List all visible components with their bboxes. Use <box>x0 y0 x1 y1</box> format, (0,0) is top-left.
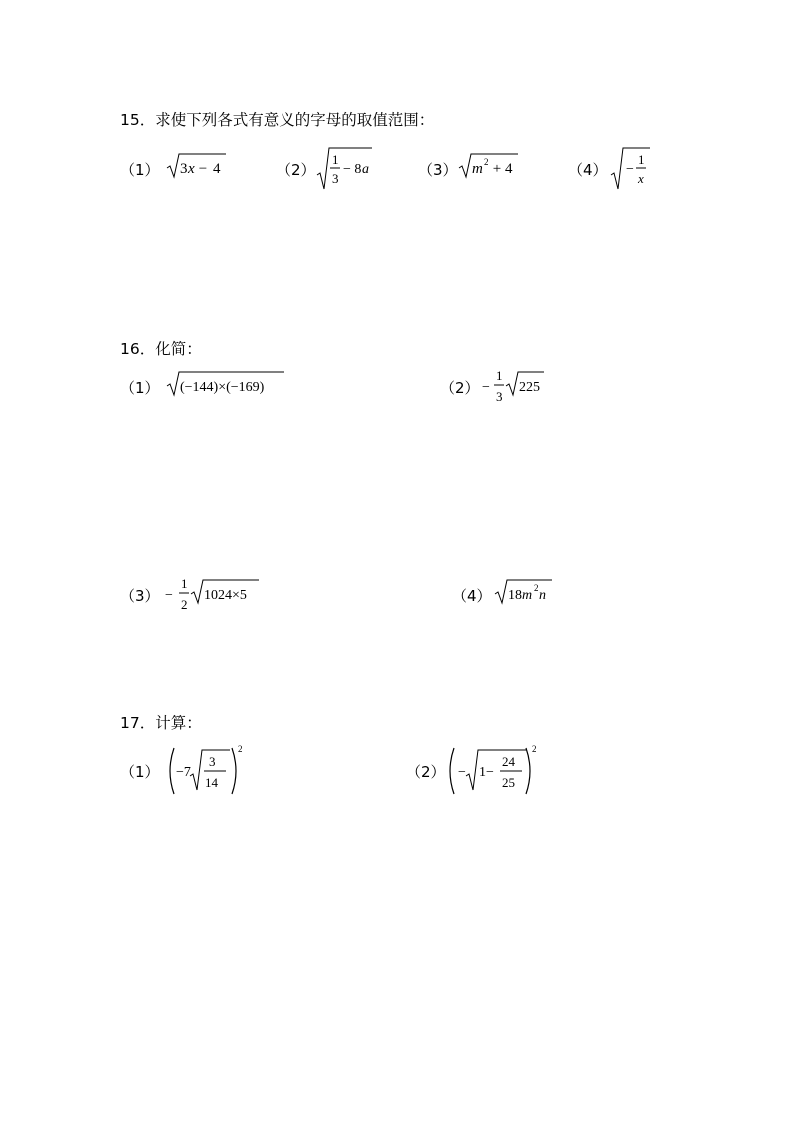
q17-2-frac-num: 24 <box>502 754 515 769</box>
q17-1-frac-den: 14 <box>205 775 218 790</box>
q15-item-4-formula <box>610 145 652 193</box>
q16-item-3-formula <box>163 572 263 618</box>
q17-2-frac-den: 25 <box>502 775 515 790</box>
q15-3-exp: 2 <box>484 157 489 167</box>
q16-item-2-formula <box>480 364 548 410</box>
q16-item-2-label: （2） <box>440 379 480 397</box>
q16-item-4-formula <box>494 576 556 606</box>
q17-item-2-formula <box>444 742 568 802</box>
q15-2-frac-num: 1 <box>332 152 339 167</box>
q17-2-one: 1− <box>479 765 494 780</box>
q16-item-4-label: （4） <box>452 587 492 605</box>
q17-2-exp: 2 <box>532 744 537 754</box>
q15-3-rest: + 4 <box>489 161 513 177</box>
q15-item-3-label: （3） <box>418 161 458 179</box>
q17-2-right-paren <box>526 748 530 794</box>
q16-2-frac-num: 1 <box>496 368 503 383</box>
q15-1-num: 4 <box>213 161 221 177</box>
q15-3-var: m <box>472 161 483 177</box>
q15-item-4-label: （4） <box>568 161 608 179</box>
q16-4-var1: m <box>522 588 533 603</box>
q15-2-op: − 8 <box>343 162 362 177</box>
q15-item-1-label: （1） <box>120 161 160 179</box>
q16-item-1-formula <box>166 368 288 398</box>
q15-2-frac-den: 3 <box>332 171 339 186</box>
q16-3-radicand: 1024×5 <box>204 588 247 603</box>
q16-3-sign: − <box>165 588 173 603</box>
q17-2-sign: − <box>458 765 466 780</box>
q17-2-left-paren <box>450 748 454 794</box>
q16-1-radicand: (−144)×(−169) <box>180 380 265 395</box>
q17-1-left-paren <box>170 748 174 794</box>
q16-4-var2: n <box>539 588 546 603</box>
q16-4-coef: 18 <box>508 588 522 603</box>
q15-item-1-formula <box>166 150 228 180</box>
q17-item-1-formula <box>164 742 248 802</box>
q17-1-right-paren <box>232 748 236 794</box>
q15-item-2-label: （2） <box>276 161 316 179</box>
q16-4-exp: 2 <box>534 583 539 593</box>
q17-1-exp: 2 <box>238 744 243 754</box>
q15-4-frac-den: x <box>638 171 644 186</box>
q17-1-sign: −7 <box>176 765 191 780</box>
question-17-title: 17．计算： <box>120 714 202 732</box>
q15-4-sign: − <box>626 162 634 177</box>
q15-1-op: − <box>195 161 211 177</box>
q15-4-frac-num: 1 <box>638 152 645 167</box>
q16-3-frac-num: 1 <box>181 576 188 591</box>
q15-1-var: x <box>188 161 195 177</box>
question-15-title: 15．求使下列各式有意义的字母的取值范围： <box>120 111 435 129</box>
q16-item-3-label: （3） <box>120 587 160 605</box>
q16-2-radicand: 225 <box>519 380 540 395</box>
q16-2-frac-den: 3 <box>496 389 503 404</box>
q15-2-var: a <box>362 162 369 177</box>
q15-item-2-formula <box>316 145 376 193</box>
q17-1-frac-num: 3 <box>209 754 216 769</box>
q16-3-frac-den: 2 <box>181 597 188 612</box>
question-16-title: 16．化简： <box>120 340 202 358</box>
q15-item-3-formula <box>458 150 520 180</box>
q16-item-1-label: （1） <box>120 379 160 397</box>
q17-item-2-label: （2） <box>406 763 446 781</box>
q16-2-sign: − <box>482 380 490 395</box>
q17-item-1-label: （1） <box>120 763 160 781</box>
q15-1-radicand-coef: 3 <box>180 161 188 177</box>
